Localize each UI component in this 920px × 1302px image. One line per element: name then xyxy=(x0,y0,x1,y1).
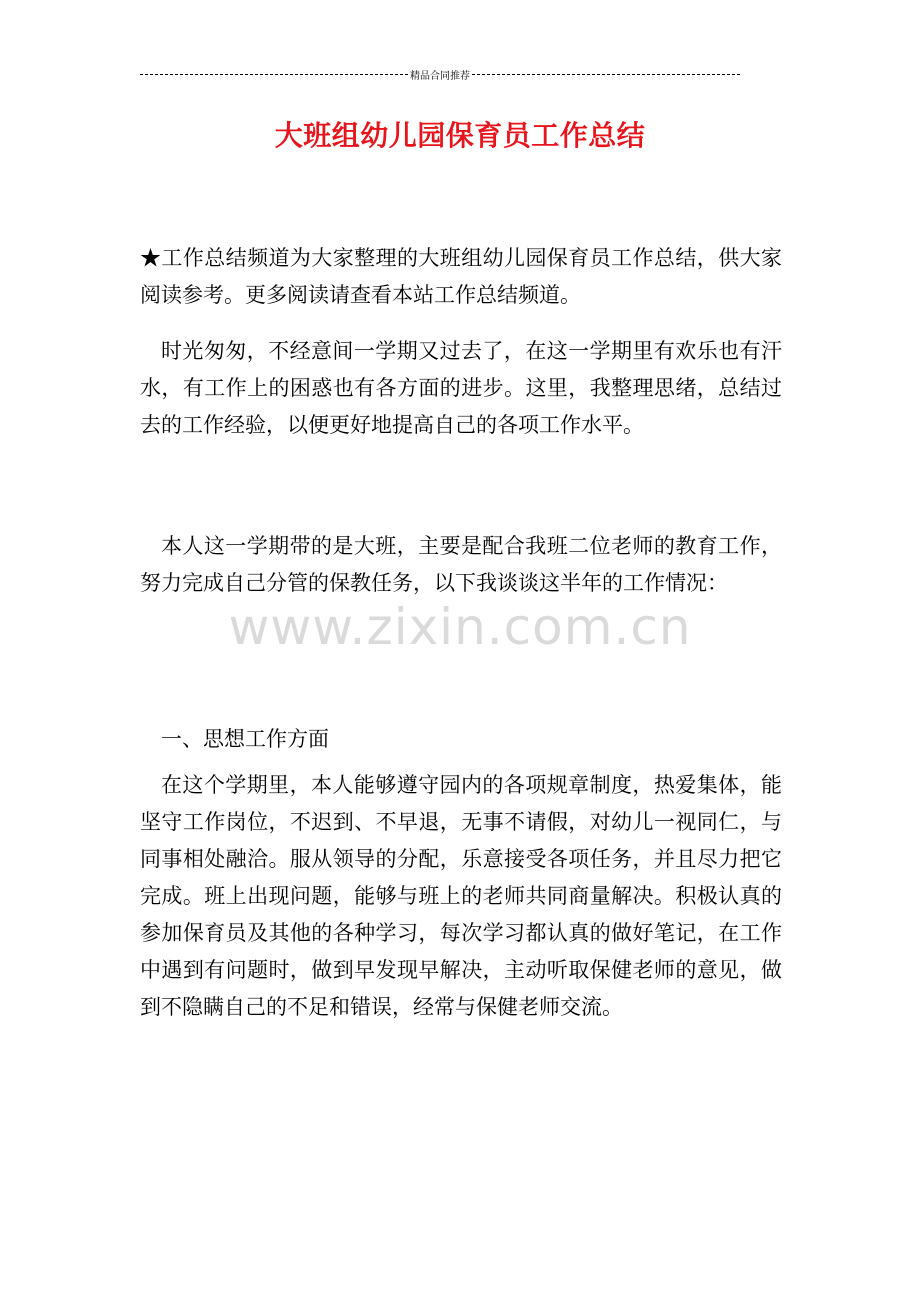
header-banner xyxy=(140,66,740,82)
header-dash-right xyxy=(472,74,740,75)
intro-paragraph: ★工作总结频道为大家整理的大班组幼儿园保育员工作总结，供大家阅读参考。更多阅读请查看本站工作总结频道。 xyxy=(140,246,782,307)
paragraph-opening: 时光匆匆，不经意间一学期又过去了，在这一学期里有欢乐也有汗水，有工作上的困惑也有各方面的进步。这里，我整理思绪，总结过去的工作经验，以便更好地提高自己的各项工作水平。 xyxy=(140,339,782,437)
paragraph-ideology: 在这个学期里，本人能够遵守园内的各项规章制度，热爱集体，能坚守工作岗位，不迟到、不早退，无事不请假，对幼儿一视同仁，与同事相处融洽。服从领导的分配，乐意接受各项任务，并且尽力把它完成。班上出现问题，能够与班上的老师共同商量解决。积极认真的参加保育员及其他的各种学习，每次学习都认真的做好笔记，在工作中遇到有问题时，做到早发现早解决，主动听取保健老师的意见，做到不隐瞒自己的不足和错误，经常与保健老师交流。 xyxy=(140,773,782,1019)
paragraph-overview: 本人这一学期带的是大班，主要是配合我班二位老师的教育工作，努力完成自己分管的保教任务，以下我谈谈这半年的工作情况： xyxy=(140,534,782,595)
watermark-text: www.zixin.com.cn xyxy=(228,598,692,656)
document-title: 大班组幼儿园保育员工作总结 xyxy=(274,119,646,152)
header-label: 精品合同推荐 xyxy=(410,70,470,82)
header-dash-left xyxy=(140,74,408,75)
section-heading: 一、思想工作方面 xyxy=(161,727,329,751)
